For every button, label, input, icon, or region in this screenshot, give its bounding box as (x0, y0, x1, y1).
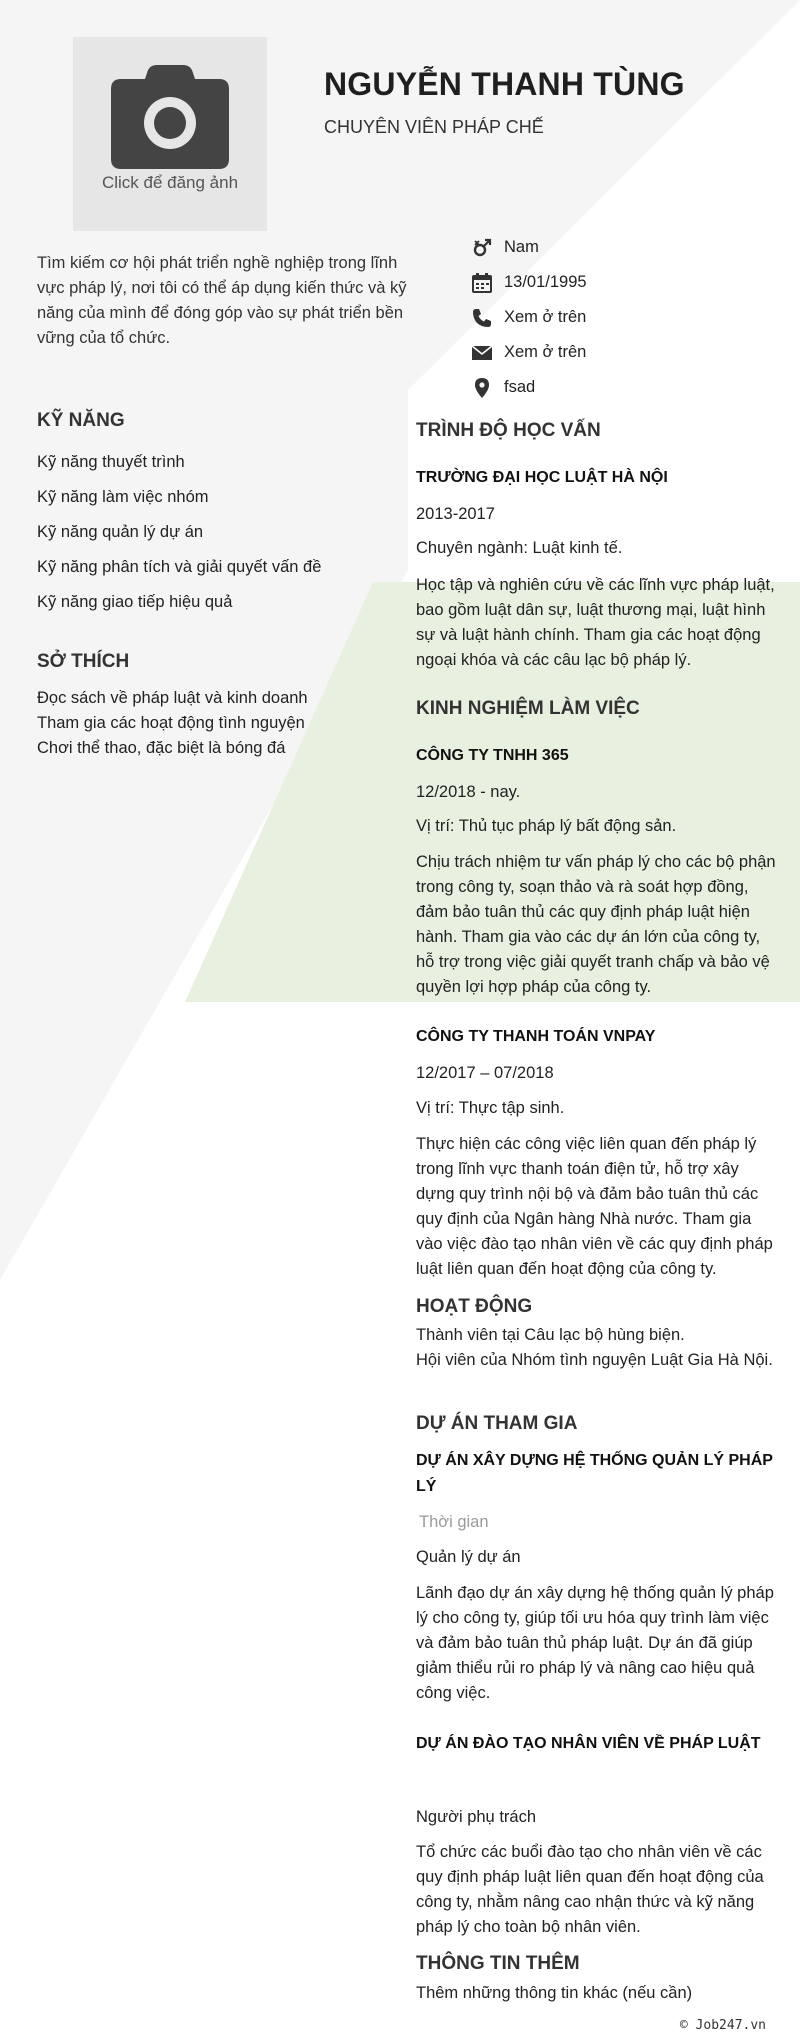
education-period: 2013-2017 (416, 505, 495, 523)
project-description: Tổ chức các buổi đào tạo cho nhân viên về các quy định pháp luật liên quan đến hoạt động của công ty, nhằm nâng cao nhận thức và kỹ năng pháp lý cho toàn bộ nhân viên. (416, 1843, 764, 1936)
activity-item: Hội viên của Nhóm tình nguyện Luật Gia Hà Nội. (416, 1351, 773, 1369)
candidate-name: NGUYỄN THANH TÙNG (324, 66, 685, 102)
gender-row (470, 230, 770, 265)
education-title: TRÌNH ĐỘ HỌC VẤN (416, 420, 601, 441)
project-role: Người phụ trách (416, 1808, 537, 1826)
job-position: Vị trí: Thực tập sinh. (416, 1099, 565, 1117)
skills-list (37, 445, 321, 620)
birthday-row (470, 265, 770, 300)
phone-row (470, 300, 770, 335)
skill-item: Kỹ năng phân tích và giải quyết vấn đề (37, 558, 322, 576)
project-time-placeholder[interactable]: Thời gian (419, 1513, 489, 1531)
hobby-item: Chơi thể thao, đặc biệt là bóng đá (37, 739, 286, 757)
job-company: CÔNG TY THANH TOÁN VNPAY (416, 1028, 656, 1045)
job-company: CÔNG TY TNHH 365 (416, 747, 569, 764)
photo-caption: Click để đăng ảnh (101, 173, 239, 192)
additional-info-text: Thêm những thông tin khác (nếu cần) (416, 1984, 693, 2002)
birthday-value: 13/01/1995 (504, 273, 587, 291)
skill-item: Kỹ năng làm việc nhóm (37, 488, 209, 506)
career-objective: Tìm kiếm cơ hội phát triển nghề nghiệp trong lĩnh vực pháp lý, nơi tôi có thể áp dụng kiến thức và kỹ năng của mình để đóng góp vào sự phát triển bền vững của tổ chức. (37, 254, 407, 347)
personal-info (470, 230, 770, 405)
project-role: Quản lý dự án (416, 1548, 521, 1566)
additional-info-title: THÔNG TIN THÊM (416, 1953, 580, 1974)
phone-icon (470, 306, 494, 330)
job-period: 12/2018 - nay. (416, 783, 521, 801)
experience-title: KINH NGHIỆM LÀM VIỆC (416, 698, 640, 719)
project-description: Lãnh đạo dự án xây dựng hệ thống quản lý pháp lý cho công ty, giúp tối ưu hóa quy trình làm việc và đảm bảo tuân thủ pháp luật. Dự án đã giúp giảm thiểu rủi ro pháp lý và nâng cao hiệu quả công việc. (416, 1584, 774, 1702)
address-value: fsad (504, 378, 536, 396)
activity-item: Thành viên tại Câu lạc bộ hùng biện. (416, 1326, 685, 1344)
education-school: TRƯỜNG ĐẠI HỌC LUẬT HÀ NỘI (416, 469, 668, 486)
hobby-item: Đọc sách về pháp luật và kinh doanh (37, 689, 308, 707)
activities-list (416, 1323, 776, 1373)
skills-title: KỸ NĂNG (37, 410, 125, 431)
job-position: Vị trí: Thủ tục pháp lý bất động sản. (416, 817, 677, 835)
job-description: Thực hiện các công việc liên quan đến pháp lý trong lĩnh vực thanh toán điện tử, hỗ trợ xây dựng quy trình nội bộ và đảm bảo tuân thủ các quy định của Ngân hàng Nhà nước. Tham gia vào việc đào tạo nhân viên về các quy định pháp luật liên quan đến hoạt động của công ty. (416, 1135, 773, 1278)
watermark: © Job247.vn (679, 2018, 766, 2033)
gender-icon (470, 236, 494, 260)
skill-item: Kỹ năng giao tiếp hiệu quả (37, 593, 233, 611)
hobby-item: Tham gia các hoạt động tình nguyện (37, 714, 305, 732)
phone-value: Xem ở trên (504, 308, 587, 326)
education-major: Chuyên ngành: Luật kinh tế. (416, 539, 623, 557)
email-value: Xem ở trên (504, 343, 587, 361)
email-row (470, 335, 770, 370)
camera-icon (111, 63, 229, 169)
activities-title: HOẠT ĐỘNG (416, 1296, 533, 1317)
job-period: 12/2017 – 07/2018 (416, 1064, 554, 1082)
project-name: DỰ ÁN XÂY DỰNG HỆ THỐNG QUẢN LÝ PHÁP LÝ (416, 1452, 773, 1495)
gender-value: Nam (504, 238, 539, 256)
address-row (470, 370, 770, 405)
skill-item: Kỹ năng thuyết trình (37, 453, 185, 471)
job-description: Chịu trách nhiệm tư vấn pháp lý cho các bộ phận trong công ty, soạn thảo và rà soát hợp đồng, đảm bảo tuân thủ các quy định pháp luật hiện hành. Tham gia vào các dự án lớn của công ty, hỗ trợ trong việc giải quyết tranh chấp và bảo vệ quyền lợi hợp pháp của công ty. (416, 853, 776, 996)
project-name: DỰ ÁN ĐÀO TẠO NHÂN VIÊN VỀ PHÁP LUẬT (416, 1735, 761, 1752)
location-pin-icon (470, 376, 494, 400)
education-description: Học tập và nghiên cứu về các lĩnh vực pháp luật, bao gồm luật dân sự, luật thương mại, luật hình sự và luật hành chính. Tham gia các hoạt động ngoại khóa và các câu lạc bộ pháp lý. (416, 576, 775, 669)
hobbies-title: SỞ THÍCH (37, 651, 130, 672)
skill-item: Kỹ năng quản lý dự án (37, 523, 204, 541)
photo-upload[interactable] (73, 37, 267, 231)
email-icon (470, 341, 494, 365)
projects-title: DỰ ÁN THAM GIA (416, 1413, 578, 1434)
candidate-title: CHUYÊN VIÊN PHÁP CHẾ (324, 117, 544, 137)
hobbies-list (37, 686, 308, 761)
calendar-icon (470, 271, 494, 295)
